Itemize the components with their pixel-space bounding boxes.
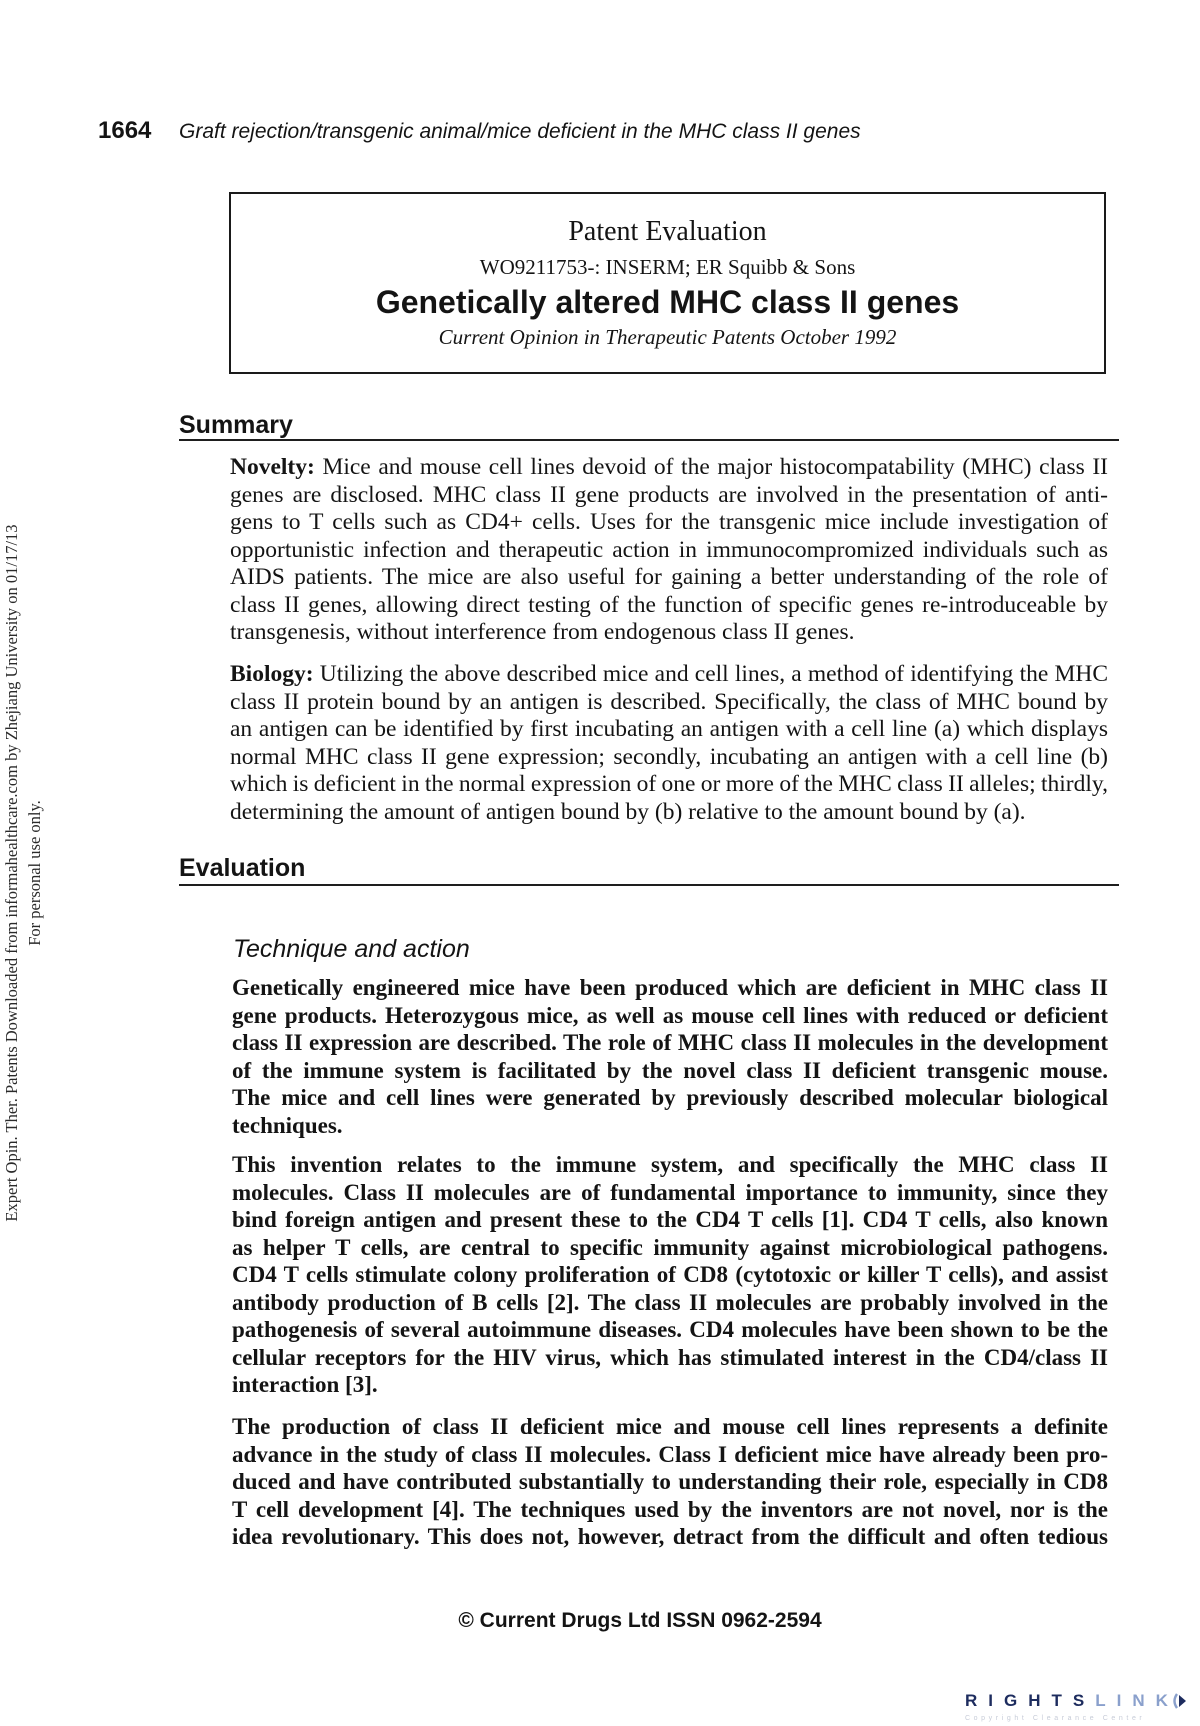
- text-line-content: opportunistic infection and therapeutic action in immunocompromized individuals such as: [230, 536, 1108, 563]
- text-line-content: interaction [3].: [232, 1372, 378, 1397]
- text-line: [232, 1029, 1108, 1057]
- text-line: [230, 592, 1108, 620]
- text-line: [232, 1151, 1108, 1179]
- text-line: [230, 537, 1108, 565]
- text-line: [230, 689, 1108, 717]
- patent-evaluation-box: [229, 192, 1106, 374]
- logo-word-link: LINK: [1095, 1691, 1179, 1710]
- novelty-paragraph: [230, 454, 1108, 647]
- rightslink-logo: [965, 1690, 1179, 1712]
- evaluation-rule: [179, 884, 1119, 886]
- text-line-content: antibody production of B cells [2]. The class II molecules are probably involved in the: [232, 1289, 1108, 1315]
- text-line: [232, 1084, 1108, 1112]
- page-number: 1664: [98, 117, 152, 144]
- text-line-content: techniques.: [232, 1112, 343, 1138]
- text-line-content: normal MHC class II gene expression; secondly, incubating an antigen with a cell line (b): [230, 743, 1108, 770]
- evaluation-heading: Evaluation: [179, 854, 306, 882]
- paragraph-label: Biology:: [230, 661, 314, 687]
- text-line-content: an antigen can be identified by first incubating an antigen with a cell line (a) which displays: [230, 716, 1108, 742]
- summary-rule: [179, 439, 1119, 441]
- text-line-content: molecules. Class II molecules are of fundamental importance to immunity, since they: [232, 1179, 1108, 1205]
- logo-word-rights: RIGHTS: [965, 1691, 1096, 1710]
- text-line: [232, 974, 1108, 1002]
- text-line-content: Genetically engineered mice have been produced which are deficient in MHC class II: [232, 975, 1108, 1000]
- text-line: [232, 1179, 1108, 1207]
- text-line: [232, 1496, 1108, 1524]
- text-line-content: class II expression are described. The role of MHC class II molecules in the development: [232, 1030, 1108, 1055]
- box-kicker: Patent Evaluation: [568, 216, 767, 247]
- personal-use-notice: For personal use only.: [25, 800, 44, 946]
- evaluation-paragraph-1: [232, 974, 1108, 1139]
- logo-tagline: Copyright Clearance Center: [965, 1715, 1146, 1722]
- text-line: [232, 1234, 1108, 1262]
- evaluation-paragraph-3: [232, 1413, 1108, 1551]
- text-line: [230, 661, 1108, 689]
- text-line-content: class II protein bound by an antigen is described. Specifically, the class of MHC bound by: [230, 688, 1108, 715]
- text-line-content: Novelty: Mice and mouse cell lines devoid of the major histocompatability (MHC) class II: [230, 454, 1108, 480]
- text-line-content: bind foreign antigen and present these to the CD4 T cells [1]. CD4 T cells, also known: [232, 1207, 1108, 1232]
- text-line-content: transgenesis, without interference from endogenous class II genes.: [230, 619, 855, 645]
- text-line: [232, 1523, 1108, 1551]
- text-line-content: class II genes, allowing direct testing of the function of specific genes re-introduceable by: [230, 591, 1108, 618]
- patent-reference: WO9211753-: INSERM; ER Squibb & Sons: [479, 255, 856, 279]
- text-line-content: advance in the study of class II molecules. Class I deficient mice have already been pro-: [232, 1441, 1108, 1467]
- text-line: [230, 744, 1108, 772]
- technique-subheading: Technique and action: [233, 935, 470, 963]
- text-line-content: gens to T cells such as CD4+ cells. Uses for the transgenic mice include investigation of: [230, 509, 1108, 535]
- rightslink-mark-icon: [1171, 1692, 1187, 1710]
- text-line-content: cellular receptors for the HIV virus, which has stimulated interest in the CD4/class II: [232, 1344, 1108, 1370]
- paragraph-label: Novelty:: [230, 454, 315, 480]
- text-line-content: The mice and cell lines were generated by previously described molecular biological: [232, 1085, 1108, 1110]
- running-title: Graft rejection/transgenic animal/mice deficient in the MHC class II genes: [179, 120, 861, 143]
- text-line: [230, 564, 1108, 592]
- evaluation-paragraph-2: [232, 1151, 1108, 1399]
- text-line: [232, 1206, 1108, 1234]
- text-line: [232, 1316, 1108, 1344]
- text-line: [230, 454, 1108, 482]
- text-line-content: T cell development [4]. The techniques used by the inventors are not novel, nor is the: [232, 1496, 1108, 1522]
- text-line: [232, 1468, 1108, 1496]
- text-line-content: of the immune system is facilitated by the novel class II deficient transgenic mouse.: [232, 1057, 1108, 1083]
- journal-citation: Current Opinion in Therapeutic Patents October 1992: [438, 325, 897, 349]
- download-notice-line: Expert Opin. Ther. Patents Downloaded from informahealthcare.com by Zhejiang University on 01/17/13: [2, 524, 21, 1222]
- text-line-content: genes are disclosed. MHC class II gene products are involved in the presentation of anti-: [230, 481, 1108, 508]
- text-line: [232, 1289, 1108, 1317]
- article-title: Genetically altered MHC class II genes: [375, 284, 960, 320]
- text-line: [232, 1441, 1108, 1469]
- text-line-content: duced and have contributed substantially to understanding their role, especially in CD8: [232, 1469, 1108, 1494]
- text-line-content: This invention relates to the immune system, and specifically the MHC class II: [232, 1152, 1108, 1177]
- text-line-content: as helper T cells, are central to specific immunity against microbiological pathogens.: [232, 1234, 1108, 1260]
- text-line-content: Biology: Utilizing the above described mice and cell lines, a method of identifying the MHC: [230, 661, 1108, 687]
- text-line-content: CD4 T cells stimulate colony proliferation of CD8 (cytotoxic or killer T cells), and assist: [232, 1262, 1108, 1287]
- text-line: [232, 1371, 1108, 1399]
- text-line: [232, 1261, 1108, 1289]
- text-line: [230, 716, 1108, 744]
- text-line: [232, 1057, 1108, 1085]
- text-line-content: AIDS patients. The mice are also useful for gaining a better understanding of the role of: [230, 564, 1108, 590]
- text-line: [232, 1002, 1108, 1030]
- text-line: [230, 509, 1108, 537]
- text-line: [232, 1344, 1108, 1372]
- text-line: [232, 1413, 1108, 1441]
- text-line-content: idea revolutionary. This does not, however, detract from the difficult and often tedious: [232, 1524, 1108, 1549]
- copyright-footer: © Current Drugs Ltd ISSN 0962-2594: [458, 1609, 822, 1632]
- text-line-content: determining the amount of antigen bound by (b) relative to the amount bound by (a).: [230, 798, 1026, 825]
- text-line: [230, 771, 1108, 799]
- text-line-content: which is deficient in the normal expression of one or more of the MHC class II alleles; thirdly,: [230, 771, 1108, 797]
- download-notice: [0, 493, 46, 1253]
- text-line: [230, 799, 1108, 827]
- text-line-content: pathogenesis of several autoimmune diseases. CD4 molecules have been shown to be the: [232, 1317, 1108, 1342]
- text-line-content: The production of class II deficient mice and mouse cell lines represents a definite: [232, 1414, 1108, 1439]
- text-line: [232, 1112, 1108, 1140]
- text-line: [230, 482, 1108, 510]
- running-head: [98, 117, 861, 145]
- summary-heading: Summary: [179, 411, 293, 439]
- text-line: [230, 619, 1108, 647]
- biology-paragraph: [230, 661, 1108, 826]
- text-line-content: gene products. Heterozygous mice, as well as mouse cell lines with reduced or deficient: [232, 1002, 1108, 1028]
